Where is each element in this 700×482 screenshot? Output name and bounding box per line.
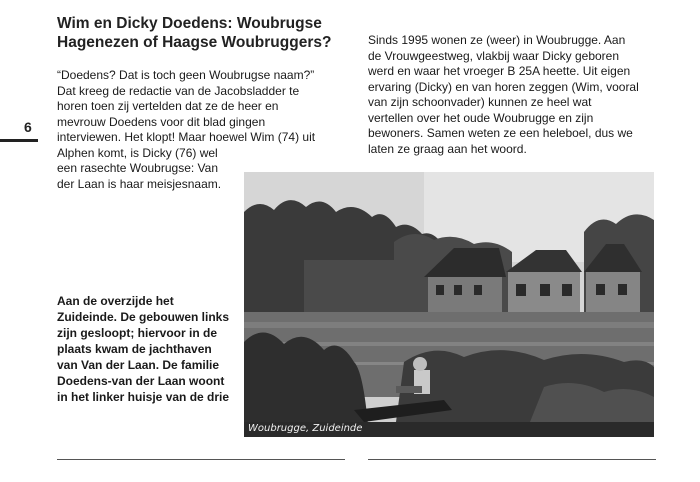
- right-line: Sinds 1995 wonen ze (weer) in Woubrugge. Aan: [368, 33, 626, 47]
- right-line: de Vrouwgeestweg, vlakbij waar Dicky geboren: [368, 48, 620, 63]
- title-line: Hagenezen of Haagse Woubruggers?: [57, 34, 332, 51]
- intro-line: “Doedens? Dat is toch geen Woubrugse naam?”: [57, 68, 315, 82]
- caption-line: Aan de overzijde het: [57, 294, 174, 308]
- intro-line: mevrouw Doedens voor dit blad gingen: [57, 114, 266, 129]
- intro-line: interviewen. Het klopt! Maar hoewel Wim (74) uit: [57, 130, 316, 144]
- title-line: Wim en Dicky Doedens: Woubrugse: [57, 15, 322, 32]
- right-column-paragraph: [368, 33, 668, 157]
- caption-line: plaats kwam de jachthaven: [57, 342, 212, 356]
- right-line: vertellen over het oude Woubrugge en zijn: [368, 110, 594, 125]
- caption-line: van Van der Laan. De familie: [57, 358, 220, 372]
- photo-illustration: [244, 172, 654, 437]
- right-line: bewoners. Samen weten ze een heleboel, dus we: [368, 126, 633, 140]
- right-line: laten ze graag aan het woord.: [368, 141, 527, 156]
- historic-photo: [244, 172, 654, 437]
- article-title: [57, 14, 357, 52]
- intro-line: een rasechte Woubrugse: Van: [57, 161, 218, 175]
- right-line: ervaring (Dicky) en van horen zeggen (Wim, vooral: [368, 79, 639, 94]
- caption-line: in het linker huisje van de drie: [57, 390, 230, 404]
- caption-line: Zuideinde. De gebouwen links: [57, 310, 230, 324]
- caption-line: zijn gesloopt; hiervoor in de: [57, 326, 218, 340]
- intro-line: Alphen komt, is Dicky (76) wel: [57, 145, 218, 160]
- page-number: 6: [24, 119, 32, 135]
- intro-line: der Laan is haar meisjesnaam.: [57, 176, 222, 191]
- footer-rule-left: [57, 459, 345, 460]
- page-number-rule: [0, 139, 38, 142]
- intro-line: Dat kreeg de redactie van de Jacobsladder te: [57, 83, 300, 98]
- footer-rule-right: [368, 459, 656, 460]
- right-line: werd en waar het vroeger B 25A heette. Uit eigen: [368, 64, 631, 78]
- photo-caption: [57, 293, 237, 405]
- caption-line: Doedens-van der Laan woont: [57, 374, 225, 388]
- photo-label: Woubrugge, Zuideinde: [248, 423, 363, 434]
- right-line: van zijn schoonvader) kunnen ze heel wat: [368, 95, 592, 109]
- intro-line: horen toen zij vertelden dat ze de heer en: [57, 99, 279, 113]
